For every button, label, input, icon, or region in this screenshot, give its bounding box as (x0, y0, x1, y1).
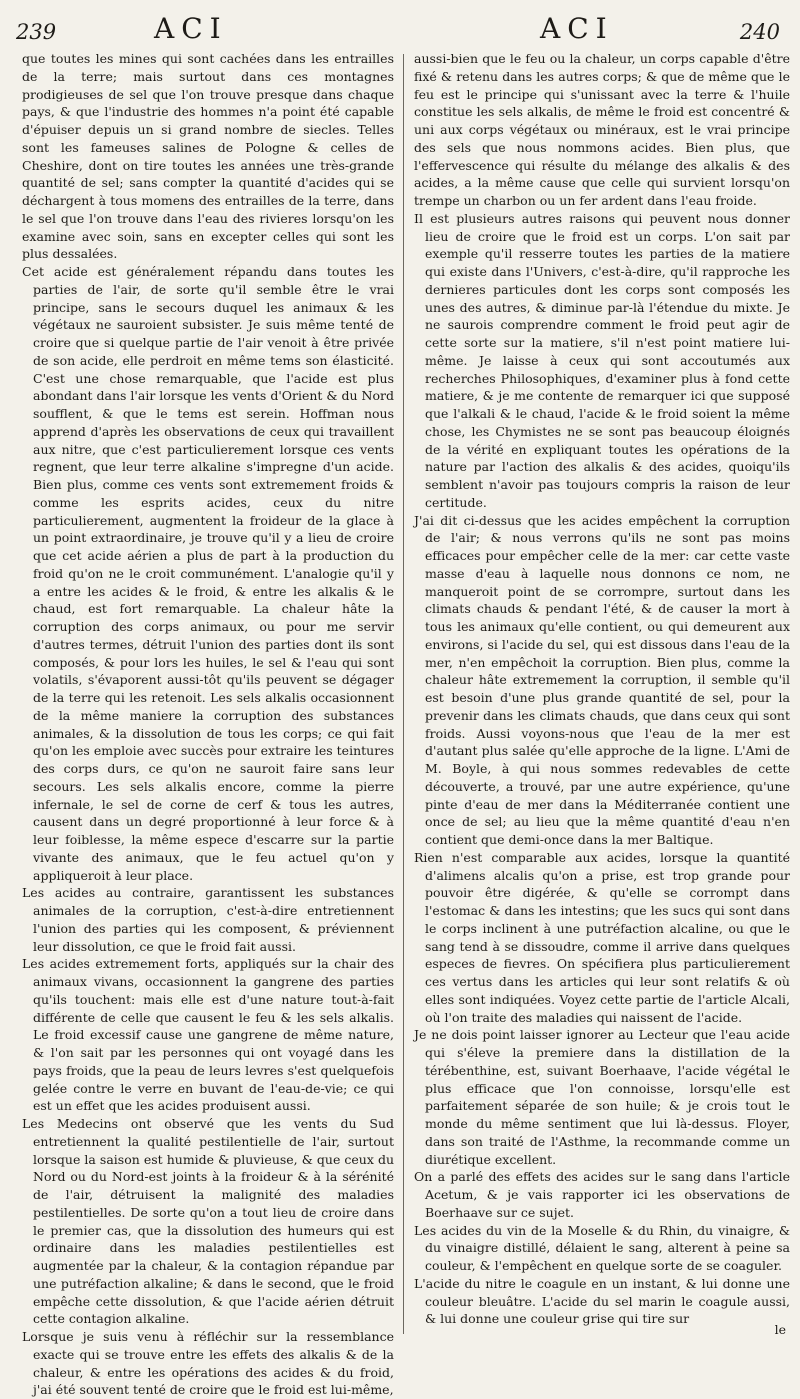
page-number-left: 239 (16, 20, 57, 44)
column-divider (403, 54, 404, 1334)
paragraph: L'acide du nitre le coagule en un instant, & lui donne une couleur bleuâtre. L'acide du sel marin le coagule aussi, & lui donne une couleur grise qui tire sur (414, 1275, 790, 1327)
right-column (414, 50, 790, 1342)
paragraph: Je ne dois point laisser ignorer au Lecteur que l'eau acide qui s'éleve la premiere dans la distillation de la térébenthine, est, suivant Boerhaave, l'acide végétal le plus efficace que l'on connoisse, lorsqu'elle est parfaitement séparée de son huile; & je crois tout le monde du même sentiment que lui là-dessus. Floyer, dans son traité de l'Asthme, la recommande comme un diurétique excellent. (414, 1027, 790, 1167)
left-column (22, 50, 394, 1398)
paragraph: Les Medecins ont observé que les vents du Sud entretiennent la qualité pestilentielle de l'air, surtout lorsque la saison est humide & pluvieuse, & que ceux du Nord ou du Nord-est joints à la froideur & à la sérénité de l'air, détruisent la malignité des maladies pestilentielles. De sorte qu'on a tout lieu de croire dans le premier cas, que la dissolution des humeurs qui est ordinaire dans les maladies pestilentielles est augmentée par la chaleur, & la contagion répandue par une putréfaction alkaline; & dans le second, que le froid empêche cette dissolution, & que l'acide aérien détruit cette contagion alkaline. (22, 1116, 394, 1327)
paragraph: Lorsque je suis venu à réfléchir sur la ressemblance exacte qui se trouve entre les effets des alkalis & de la chaleur, & entre les opérations des acides & du froid, j'ai été souvent tenté de croire que le froid est lui-même, (22, 1329, 394, 1398)
paragraph: Les acides extremement forts, appliqués sur la chair des animaux vivans, occasionnent la gangrene des parties qu'ils touchent: mais elle est d'une nature tout-à-fait différente de celle que causent le feu & les sels alkalis. Le froid excessif cause une gangrene de même nature, & l'on sait par les personnes qui ont voyagé dans les pays froids, que la peau de leurs levres s'est quelquefois gelée contre le verre en buvant de l'eau-de-vie; ce qui est un effet que les acides produisent aussi. (22, 956, 394, 1114)
running-head-left: ACI (154, 12, 228, 45)
paragraph: que toutes les mines qui sont cachées dans les entrailles de la terre; mais surtout dans ces montagnes prodigieuses de sel que l'on trouve presque dans chaque pays, & que l'industrie des hommes n'a point été capable d'épuiser depuis un si grand nombre de siecles. Telles sont les fameuses salines de Pologne & celles de Cheshire, dont on tire toutes les années une très-grande quantité de sel; sans compter la quantité d'acides qui se déchargent à tous momens des entrailles de la terre, dans le sel que l'on trouve dans l'eau des rivieres lorsqu'on les examine avec soin, sans en excepter celles qui sont les plus dessalées. (22, 51, 394, 262)
running-head-right: ACI (540, 12, 614, 45)
paragraph: Cet acide est généralement répandu dans toutes les parties de l'air, de sorte qu'il semble être le vrai principe, sans le secours duquel les animaux & les végétaux ne sauroient subsister. Je suis même tenté de croire que si quelque partie de l'air venoit à être privée de son acide, elle perdroit en même tems son élasticité. C'est une chose remarquable, que l'acide est plus abondant dans l'air lorsque les vents d'Orient & du Nord soufflent, & que le tems est serein. Hoffman nous apprend d'après les observations de ceux qui travaillent aux nitre, que c'est particulierement lorsque ces vents regnent, que leur terre alkaline s'impregne d'un acide. Bien plus, comme ces vents sont extremement froids & comme les esprits acides, ceux du nitre particulierement, augmentent la froideur de la glace à un point extraordinaire, je trouve qu'il y a lieu de croire que cet acide aérien a plus de part à la production du froid qu'on ne le croit communément. L'analogie qu'il y a entre les acides & le froid, & entre les alkalis & le chaud, est fort remarquable. La chaleur hâte la corruption des corps animaux, ou pour me servir d'autres termes, détruit l'union des parties dont ils sont composés, & pour lors les huiles, le sel & l'eau qui sont volatils, s'évaporent aussi-tôt qu'ils peuvent se dégager de la terre qui les retenoit. Les sels alkalis occasionnent de la même maniere la corruption des substances animales, & la dissolution de tous les corps; ce qui fait qu'on les emploie avec succès pour extraire les teintures des corps durs, ce qu'on ne sauroit faire sans leur secours. Les sels alkalis encore, comme la pierre infernale, le sel de corne de cerf & tous les autres, causent dans un degré proportionné à leur force & à leur foiblesse, la même espece d'escarre sur la partie vivante des animaux, que le feu actuel qu'on y appliqueroit à leur place. (22, 264, 394, 883)
page-number-right: 240 (739, 20, 780, 44)
paragraph: Rien n'est comparable aux acides, lorsque la quantité d'alimens alcalis qu'on a prise, est trop grande pour pouvoir être digérée, & qu'elle se corrompt dans l'estomac & dans les intestins; que les sucs qui sont dans le corps inclinent à une putréfaction alcaline, ou que le sang tend à se dissoudre, comme il arrive dans quelques especes de fievres. On spécifiera plus particulierement ces vertus dans les articles qui leur sont relatifs & où elles sont indiquées. Voyez cette partie de l'article Alcali, où l'on traite des maladies qui naissent de l'acide. (414, 849, 790, 1025)
catchword: le (774, 1322, 786, 1337)
paragraph: Il est plusieurs autres raisons qui peuvent nous donner lieu de croire que le froid est un corps. L'on sait par exemple qu'il resserre toutes les parties de la matiere qui existe dans l'Univers, c'est-à-dire, qu'il rapproche les dernieres particules dont les corps sont composés les unes des autres, & diminue par-là l'étendue du mixte. Je ne saurois comprendre comment le froid peut agir de cette sorte sur la matiere, s'il n'est point matiere lui-même. Je laisse à ceux qui sont accoutumés aux recherches Philosophiques, d'examiner plus à fond cette matiere, & je me contente de remarquer ici que supposé que l'alkali & le chaud, l'acide & le froid soient la même chose, les Chymistes ne se sont pas beaucoup éloignés de la vérité en expliquant toutes les opérations de la nature par l'action des alkalis & des acides, quoiqu'ils semblent n'avoir pas toujours compris la raison de leur certitude. (414, 210, 790, 510)
paragraph: On a parlé des effets des acides sur le sang dans l'article Acetum, & je vais rapporter ici les observations de Boerhaave sur ce sujet. (414, 1169, 790, 1220)
paragraph: aussi-bien que le feu ou la chaleur, un corps capable d'être fixé & retenu dans les autres corps; & que de même que le feu est le principe qui s'unissant avec la terre & l'huile constitue les sels alkalis, de même le froid est concentré & uni aux corps végétaux ou minéraux, est le vrai principe des sels que nous nommons acides. Bien plus, que l'effervescence qui résulte du mélange des alkalis & des acides, a la même cause que celle qui survient lorsqu'on trempe un charbon ou un fer ardent dans l'eau froide. (414, 51, 790, 208)
paragraph: Les acides du vin de la Moselle & du Rhin, du vinaigre, & du vinaigre distillé, délaient le sang, alterent à peine sa couleur, & l'empêchent en quelque sorte de se coaguler. (414, 1222, 790, 1273)
paragraph: J'ai dit ci-dessus que les acides empêchent la corruption de l'air; & nous verrons qu'ils ne sont pas moins efficaces pour empêcher celle de la mer: car cette vaste masse d'eau à laquelle nous donnons ce nom, ne manqueroit point de se corrompre, surtout dans les climats chauds & pendant l'été, & de causer la mort à tous les animaux qu'elle contient, ou qui demeurent aux environs, si l'acide du sel, qui est dissous dans l'eau de la mer, n'en empêchoit la corruption. Bien plus, comme la chaleur hâte extremement la corruption, il semble qu'il est besoin d'une plus grande quantité de sel, pour la prevenir dans les climats chauds, que dans ceux qui sont froids. Aussi voyons-nous que l'eau de la mer est d'autant plus salée qu'elle approche de la ligne. L'Ami de M. Boyle, à qui nous sommes redevables de cette découverte, a trouvé, par une autre expérience, qu'une pinte d'eau de mer dans la Méditerranée contient une once de sel; au lieu que la même quantité d'eau n'en contient que demi-once dans la mer Baltique. (414, 512, 790, 847)
paragraph: Les acides au contraire, garantissent les substances animales de la corruption, c'est-à-dire entretiennent l'union des parties qui les composent, & préviennent leur dissolution, ce que le froid fait aussi. (22, 885, 394, 954)
page-header (12, 6, 788, 46)
